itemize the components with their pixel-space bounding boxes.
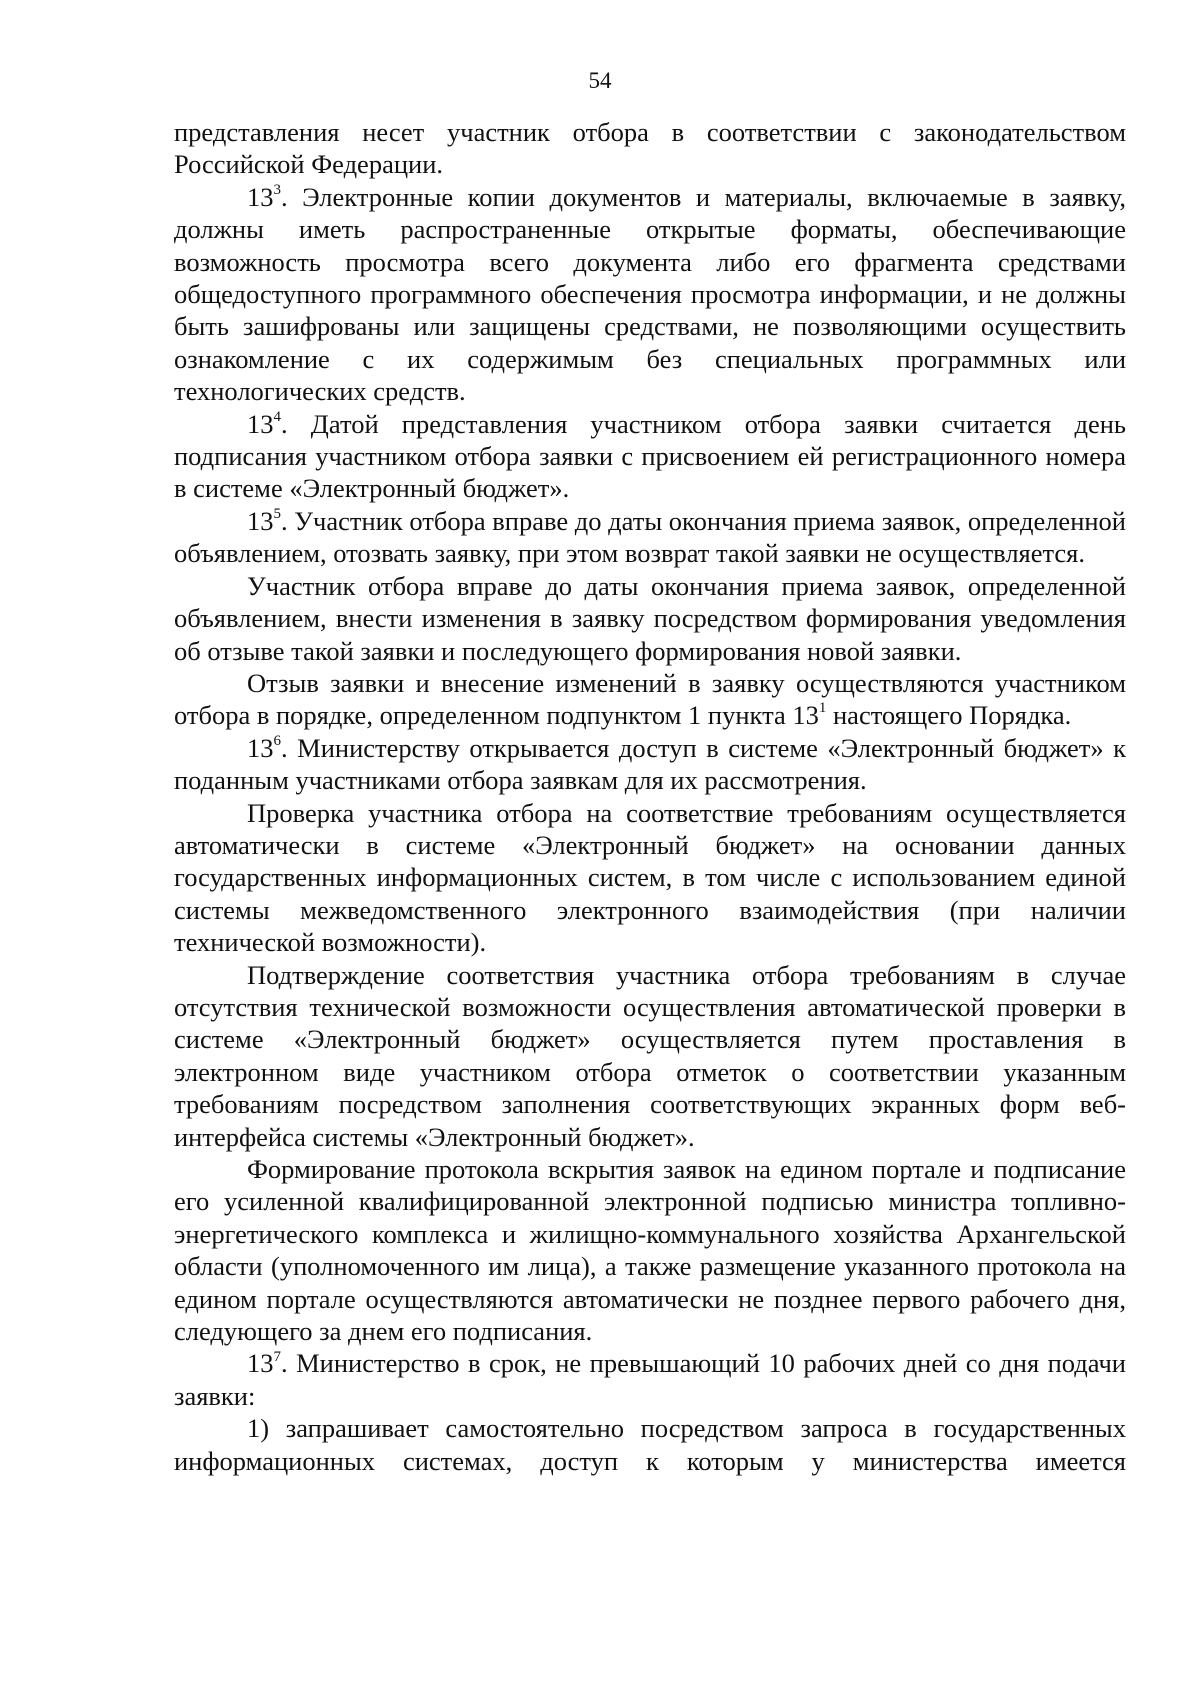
- paragraph-confirmation: Подтверждение соответствия участника отбора требованиям в случае отсутствия технической возможности осуществления автоматической проверки в системе «Электронный бюджет» осуществляется путем проставления в электронном виде участником отбора отметок о соответствии указанным требованиям посредством заполнения соответствующих экранных форм веб-интерфейса системы «Электронный бюджет».: [174, 959, 1126, 1152]
- paragraph-13-7: $13^7$. Министерство в срок, не превышающий 10 рабочих дней со дня подачи заявки:: [174, 1348, 1126, 1411]
- paragraph-13-3: $13^3$. Электронные копии документов и материалы, включаемые в заявку, должны иметь распространенные открытые форматы, обеспечивающие возможность просмотра всего документа либо его фрагмента средствами общедоступного программного обеспечения просмотра информации, и не должны быть зашифрованы или защищены средствами, не позволяющими осуществить ознакомление с их содержимым без специальных программных или технологических средств.: [174, 181, 1126, 407]
- clause-number: 13: [247, 1348, 274, 1379]
- document-body: [174, 116, 1126, 1477]
- paragraph-protocol: Формирование протокола вскрытия заявок на едином портале и подписание его усиленной квалифицированной электронной подписью министра топливно-энергетического комплекса и жилищно-коммунального хозяйства Архангельской области (уполномоченного им лица), а также размещение указанного протокола на едином портале осуществляются автоматически не позднее первого рабочего дня, следующего за днем его подписания.: [174, 1154, 1126, 1347]
- paragraph-continuation: представления несет участник отбора в соответствии с законодательством Российской Федерации.: [174, 117, 1126, 180]
- clause-superscript: 5: [273, 506, 281, 523]
- paragraph-automatic-check: Проверка участника отбора на соответствие требованиям осуществляется автоматически в системе «Электронный бюджет» на основании данных государственных информационных систем, в том числе с использованием единой системы межведомственного электронного взаимодействия (при наличии технической возможности).: [174, 797, 1126, 958]
- page-number: 54: [588, 68, 612, 93]
- clause-superscript: 4: [273, 408, 281, 425]
- clause-number: 13: [247, 181, 274, 212]
- reference-superscript: 1: [818, 700, 827, 717]
- paragraph-withdraw-changes: Участник отбора вправе до даты окончания приема заявок, определенной объявлением, внести изменения в заявку посредством формирования уведомления об отзыве такой заявки и последующего формирования новой заявки.: [174, 570, 1126, 666]
- paragraph-13-4: $13^4$. Датой представления участником отбора заявки считается день подписания участником отбора заявки с присвоением ей регистрационного номера в системе «Электронный бюджет».: [174, 408, 1126, 504]
- clause-superscript: 6: [273, 732, 281, 749]
- paragraph-13-6: $13^6$. Министерству открывается доступ в системе «Электронный бюджет» к поданным участниками отбора заявкам для их рассмотрения.: [174, 732, 1126, 796]
- clause-superscript: 7: [273, 1348, 281, 1365]
- clause-number: 13: [247, 505, 274, 536]
- clause-superscript: 3: [273, 181, 281, 198]
- paragraph-subitem-1: 1) запрашивает самостоятельно посредством запроса в государственных информационных системах, доступ к которым у министерства имеется: [174, 1413, 1126, 1476]
- paragraph-13-5: $13^5$. Участник отбора вправе до даты окончания приема заявок, определенной объявлением, отозвать заявку, при этом возврат такой заявки не осуществляется.: [174, 505, 1126, 569]
- paragraph-withdrawal-procedure: Отзыв заявки и внесение изменений в заявку осуществляются участником отбора в порядке, определенном подпунктом 1 пункта $13^1$ настоящего Порядка.: [174, 667, 1126, 731]
- clause-number: 13: [247, 408, 274, 439]
- clause-number: 13: [247, 732, 274, 763]
